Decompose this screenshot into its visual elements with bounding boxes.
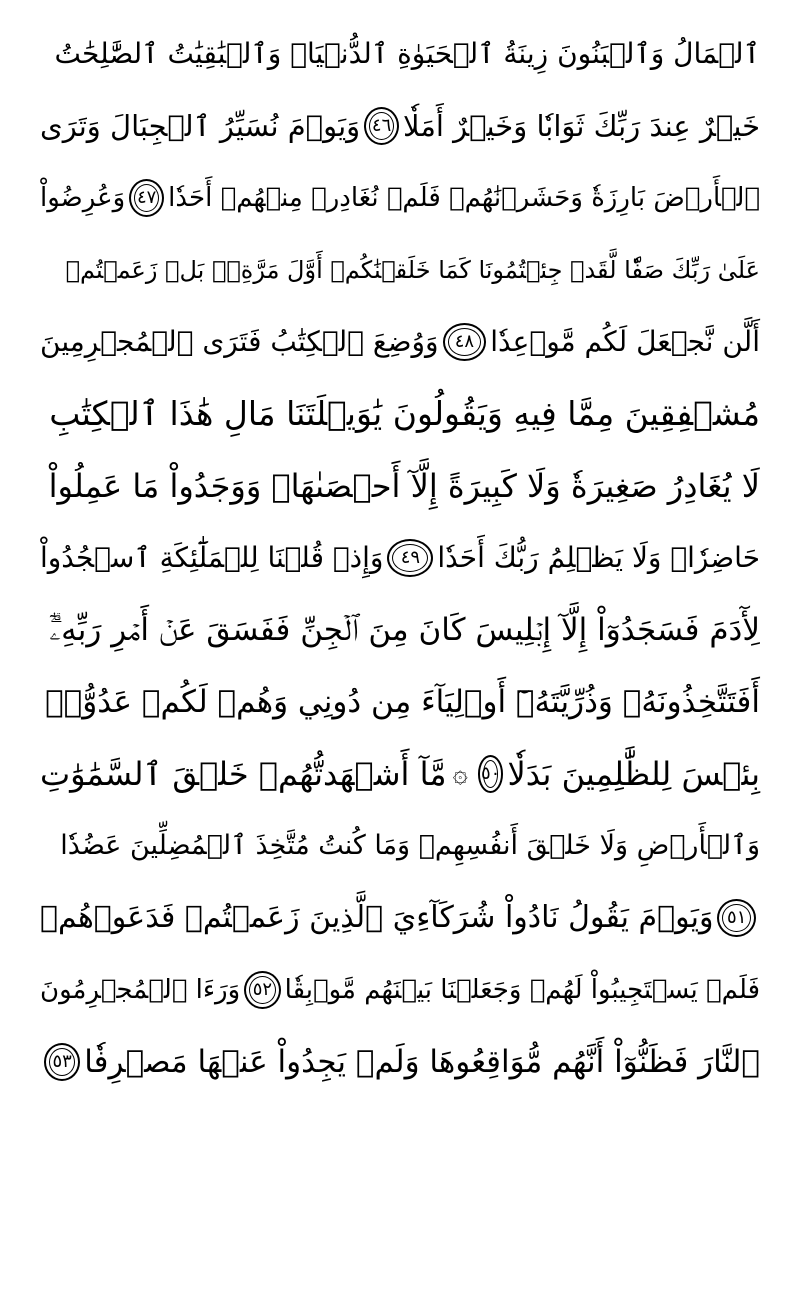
verse-line — [40, 450, 760, 522]
verse-line — [40, 810, 760, 882]
verse-text: وَرَءَا ٱلۡمُجۡرِمُونَ — [40, 975, 241, 1005]
verse-line — [40, 18, 760, 90]
verse-text: ٱلۡأَرۡضَ بَارِزَةٗ وَحَشَرۡنَٰهُمۡ فَلَمۡ نُغَادِرۡ مِنۡهُمۡ أَحَدٗا — [168, 183, 760, 213]
verse-text: لَا يُغَادِرُ صَغِيرَةٗ وَلَا كَبِيرَةً إِلَّآ أَحۡصَىٰهَاۚ وَوَجَدُواْ مَا عَمِلُواْ — [48, 467, 760, 505]
verse-text: أَلَّن نَّجۡعَلَ لَكُم مَّوۡعِدٗا — [490, 325, 760, 358]
ayah-number-marker: ٤٧ — [129, 179, 164, 217]
verse-line — [40, 594, 760, 666]
ayah-number-marker: ٥١ — [717, 899, 756, 937]
verse-text: ٱلنَّارَ فَظَنُّوٓاْ أَنَّهُم مُّوَاقِعُوهَا وَلَمۡ يَجِدُواْ عَنۡهَا مَصۡرِفٗا — [84, 1044, 760, 1080]
verse-text: أَفَتَتَّخِذُونَهُۥ وَذُرِّيَّتَهُۥٓ أَوۡلِيَآءَ مِن دُونِي وَهُمۡ لَكُمۡ عَدُوُّۢۚ — [45, 684, 760, 720]
verse-text: لِأٓدَمَ فَسَجَدُوٓاْ إِلَّآ إِبۡلِيسَ كَانَ مِنَ ٱلۡجِنِّ فَفَسَقَ عَنۡ أَمۡرِ رَبِّهِۦٓۗ — [49, 612, 760, 648]
verse-text: وَيَوۡمَ نُسَيِّرُ ٱلۡجِبَالَ وَتَرَى — [40, 109, 361, 143]
verse-text: وَيَوۡمَ يَقُولُ نَادُواْ شُرَكَآءِيَ ٱلَّذِينَ زَعَمۡتُمۡ فَدَعَوۡهُمۡ — [40, 900, 714, 935]
verse-text: خَيۡرٌ عِندَ رَبِّكَ ثَوَابٗا وَخَيۡرٌ أَمَلٗا — [403, 109, 760, 143]
ayah-number-marker: ٥٠ — [478, 755, 504, 793]
ayah-number-marker: ٤٨ — [443, 323, 487, 361]
verse-text: وَعُرِضُواْ — [40, 183, 126, 213]
verse-line — [40, 234, 760, 306]
ayah-number-marker: ٤٩ — [387, 539, 433, 577]
verse-line — [40, 954, 760, 1026]
verse-text: وَإِذۡ قُلۡنَا لِلۡمَلَٰٓئِكَةِ ٱسۡجُدُواْ — [40, 541, 384, 574]
verse-text: وَوُضِعَ ٱلۡكِتَٰبُ فَتَرَى ٱلۡمُجۡرِمِينَ — [40, 325, 439, 358]
ayah-number-marker: ٤٦ — [364, 107, 399, 145]
verse-text: فَلَمۡ يَسۡتَجِيبُواْ لَهُمۡ وَجَعَلۡنَا بَيۡنَهُم مَّوۡبِقٗا — [284, 975, 760, 1005]
verse-line — [40, 1026, 760, 1098]
rub-el-hizb-icon: ۞ — [452, 759, 468, 789]
verse-text: عَلَىٰ رَبِّكَ صَفّٗا لَّقَدۡ جِئۡتُمُونَا كَمَا خَلَقۡنَٰكُمۡ أَوَّلَ مَرَّةِۭۚ بَلۡ زَعَمۡتُمۡ — [65, 256, 760, 284]
verse-text: مُشۡفِقِينَ مِمَّا فِيهِ وَيَقُولُونَ يَٰوَيۡلَتَنَا مَالِ هَٰذَا ٱلۡكِتَٰبِ — [49, 394, 760, 433]
verse-text: حَاضِرٗاۗ وَلَا يَظۡلِمُ رَبُّكَ أَحَدٗا — [437, 541, 760, 574]
verse-line — [40, 378, 760, 450]
verse-lines — [40, 18, 760, 1098]
verse-text: ٱلۡمَالُ وَٱلۡبَنُونَ زِينَةُ ٱلۡحَيَوٰةِ ٱلدُّنۡيَاۖ وَٱلۡبَٰقِيَٰتُ ٱلصَّٰلِحَٰتُ — [54, 37, 760, 70]
verse-line — [40, 882, 760, 954]
verse-line — [40, 522, 760, 594]
verse-line — [40, 90, 760, 162]
verse-text: بِئۡسَ لِلظَّٰلِمِينَ بَدَلٗا — [507, 755, 760, 793]
ayah-number-marker: ٥٢ — [244, 971, 281, 1009]
verse-text: وَٱلۡأَرۡضِ وَلَا خَلۡقَ أَنفُسِهِمۡ وَمَا كُنتُ مُتَّخِذَ ٱلۡمُضِلِّينَ عَضُدٗا — [60, 830, 760, 861]
ayah-number-marker: ٥٣ — [44, 1043, 80, 1081]
verse-line — [40, 306, 760, 378]
verse-text: مَّآ أَشۡهَدتُّهُمۡ خَلۡقَ ٱلسَّمَٰوَٰتِ — [40, 755, 447, 793]
verse-line — [40, 162, 760, 234]
verse-line — [40, 666, 760, 738]
verse-line — [40, 738, 760, 810]
